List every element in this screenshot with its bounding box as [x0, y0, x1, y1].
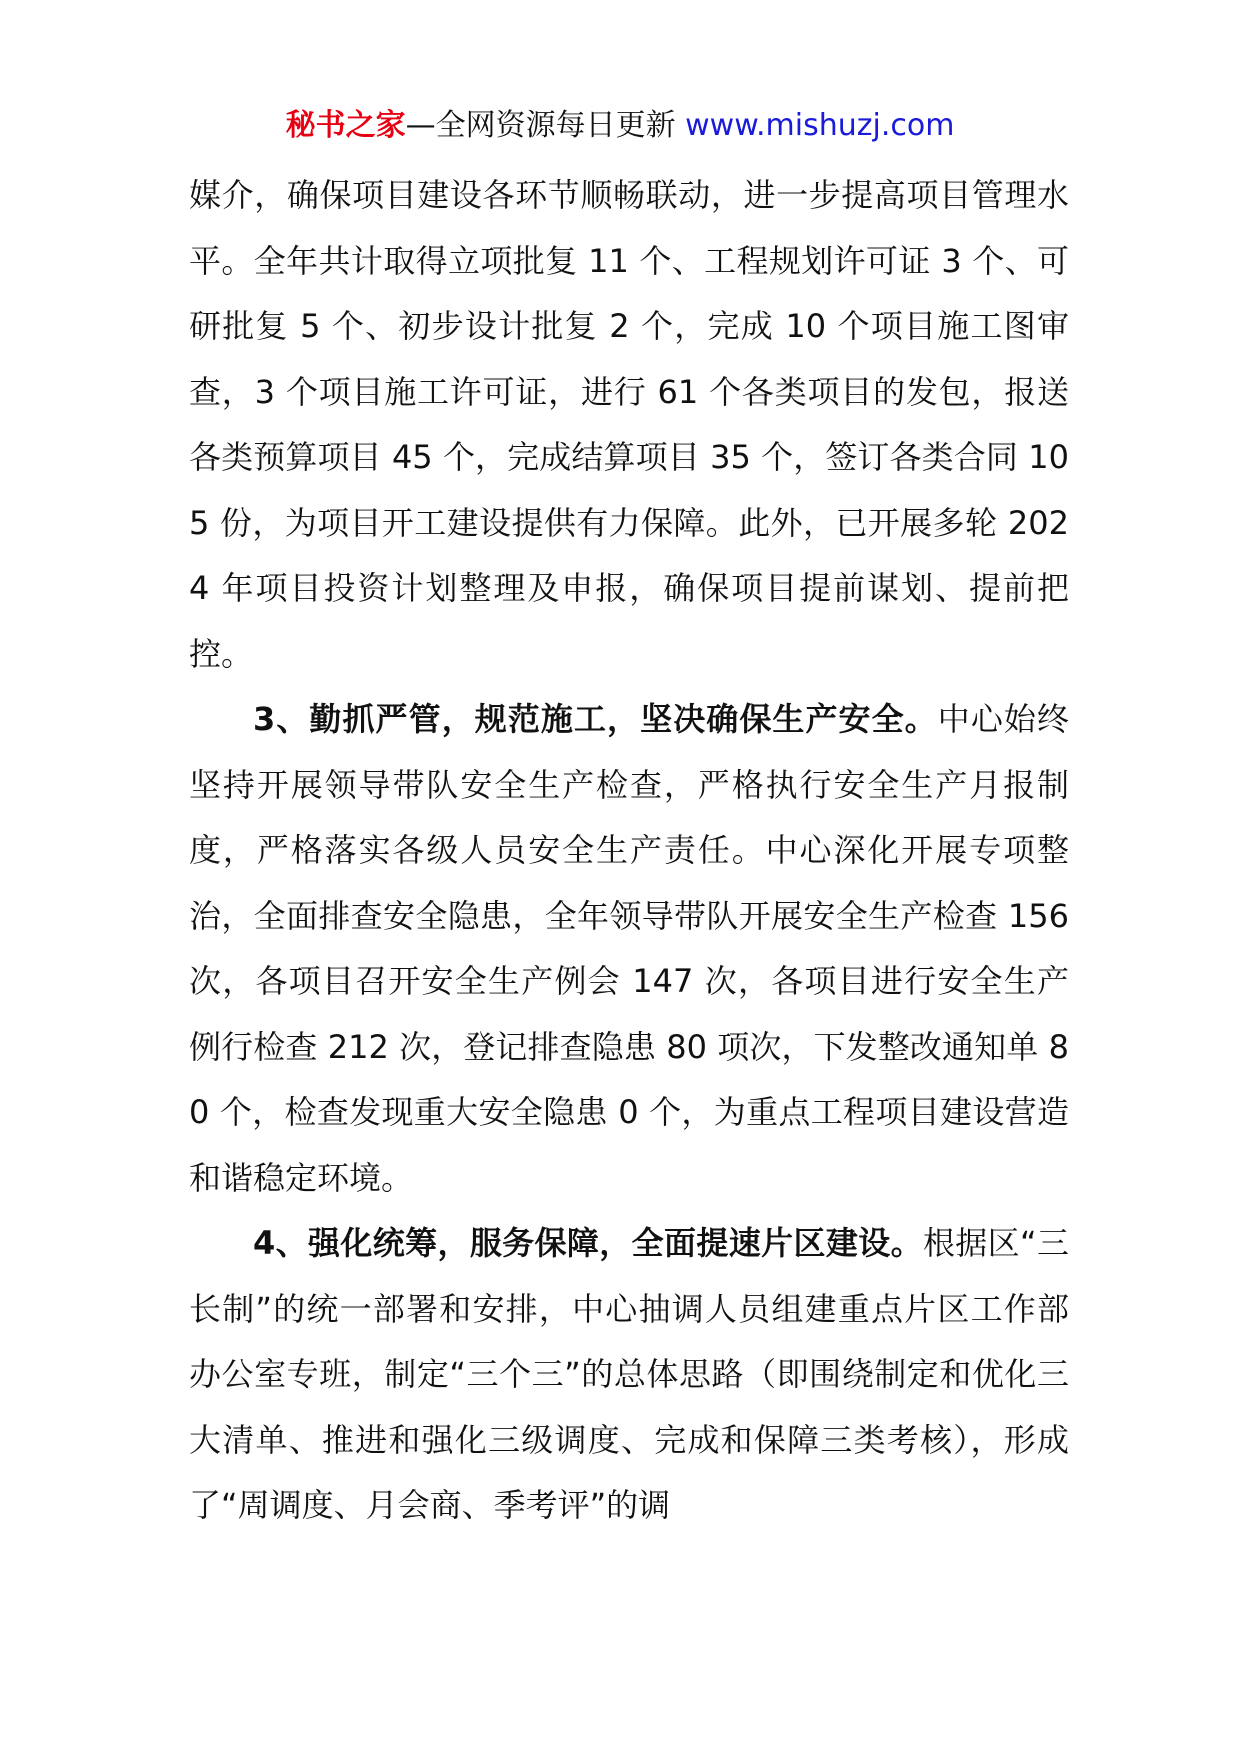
paragraph-heading: 4、强化统筹，服务保障，全面提速片区建设。 — [253, 1224, 923, 1262]
site-url-link[interactable]: www.mishuzj.com — [685, 108, 955, 143]
paragraph-text: 根据区“三长制”的统一部署和安排，中心抽调人员组建重点片区工作部办公室专班，制定“三个三”的总体思路（即围绕制定和优化三大清单、推进和强化三级调度、完成和保障三类考核），形成了“周调度、月会商、季考评”的调 — [189, 1224, 1069, 1524]
site-brand: 秘书之家 — [285, 108, 406, 143]
paragraph-text: 媒介，确保项目建设各环节顺畅联动，进一步提高项目管理水平。全年共计取得立项批复 11 个、工程规划许可证 3 个、可研批复 5 个、初步设计批复 2 个，完成 10 个项目施工图审查，3 个项目施工许可证，进行 61 个各类项目的发包，报送各类预算项目 45 个，完成结算项目 35 个，签订各类合同 105 份，为项目开工建设提供有力保障。此外，已开展多轮 2024 年项目投资计划整理及申报，确保项目提前谋划、提前把控。 — [189, 176, 1069, 673]
paragraph-continuation — [189, 163, 1069, 687]
paragraph-heading: 3、勤抓严管，规范施工，坚决确保生产安全。 — [253, 700, 938, 738]
site-slogan: —全网资源每日更新 — [405, 108, 686, 143]
paragraph-text: 中心始终坚持开展领导带队安全生产检查，严格执行安全生产月报制度，严格落实各级人员安全生产责任。中心深化开展专项整治，全面排查安全隐患，全年领导带队开展安全生产检查 156 次，各项目召开安全生产例会 147 次，各项目进行安全生产例行检查 212 次，登记排查隐患 80 项次，下发整改通知单 80 个，检查发现重大安全隐患 0 个，为重点工程项目建设营造和谐稳定环境。 — [189, 700, 1069, 1197]
paragraph-district — [189, 1211, 1069, 1539]
site-header — [0, 104, 1240, 148]
paragraph-safety — [189, 687, 1069, 1211]
document-body — [189, 163, 1069, 1539]
